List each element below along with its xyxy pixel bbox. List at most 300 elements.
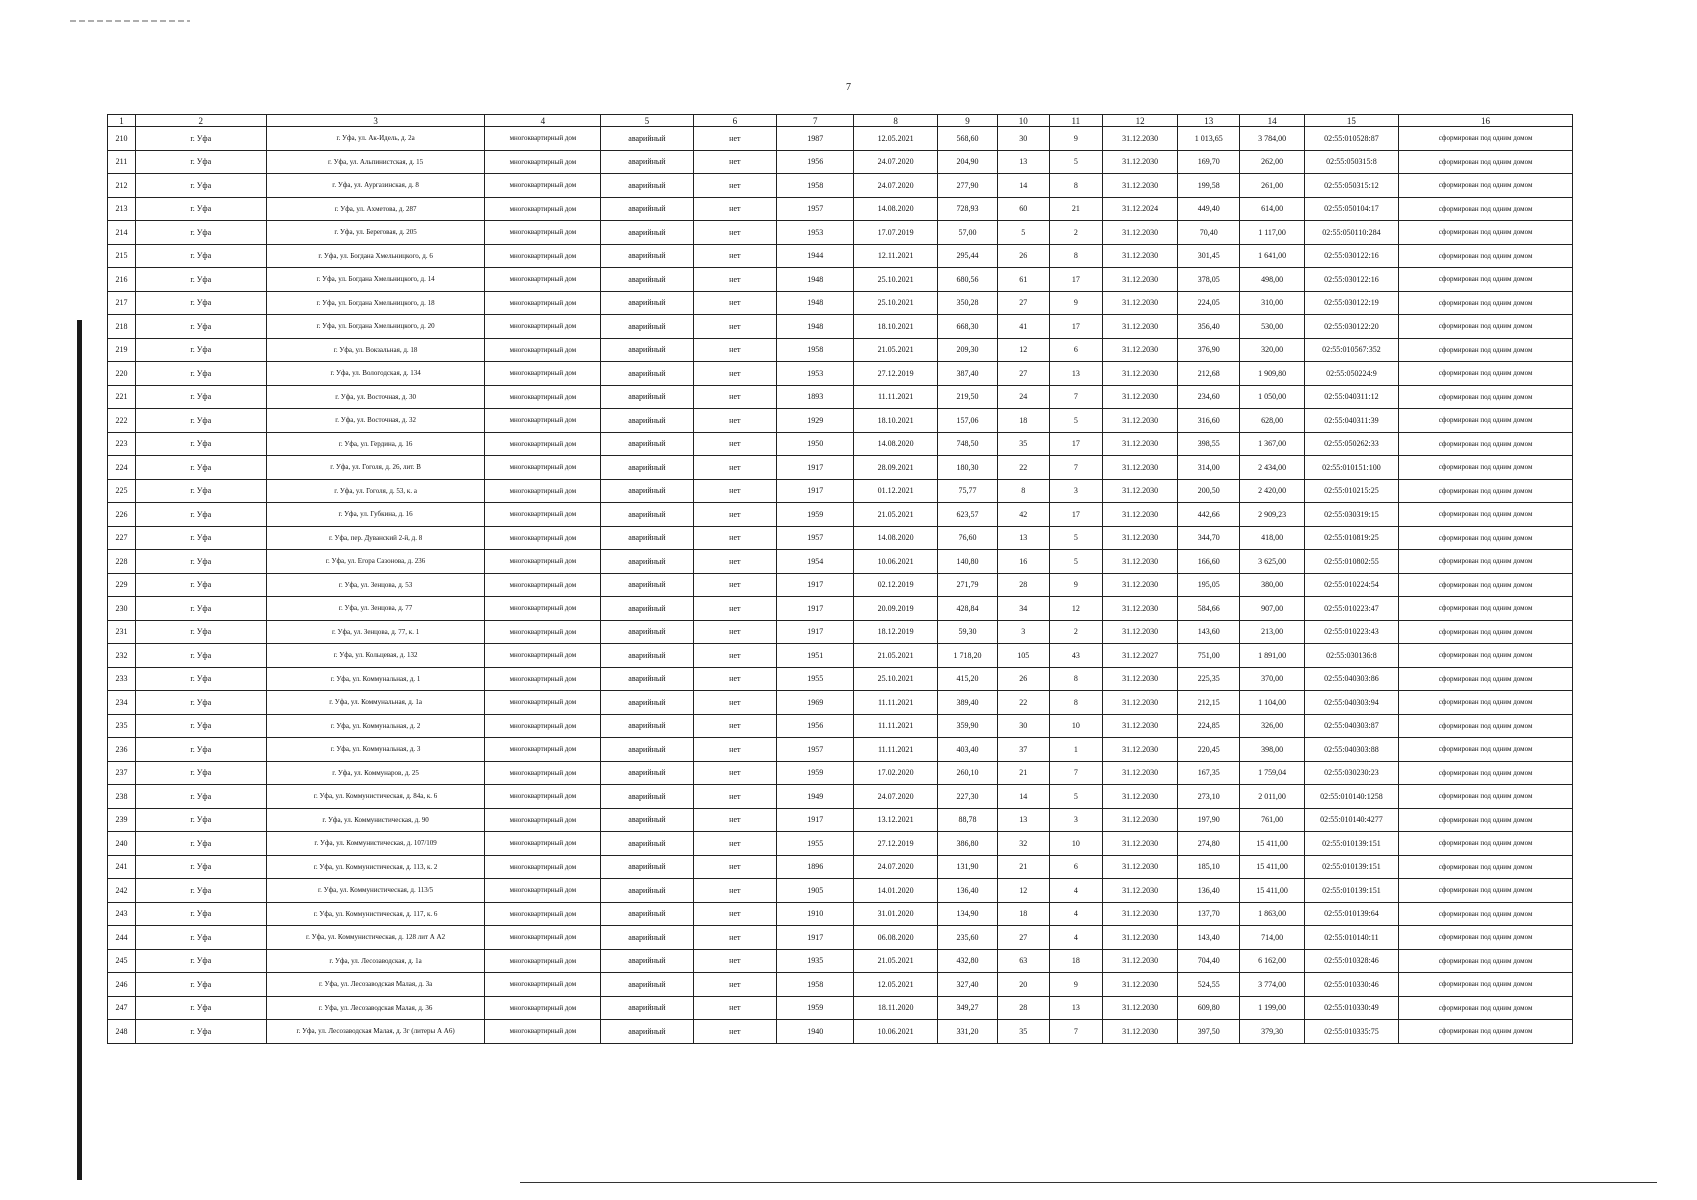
cell-row-number: 220 <box>108 362 136 386</box>
cell-area: 204,90 <box>938 150 998 174</box>
cell-row-number: 210 <box>108 127 136 151</box>
cell-apartments: 18 <box>1049 949 1103 973</box>
cell-condition: аварийный <box>601 197 693 221</box>
cell-date: 21.05.2021 <box>854 338 938 362</box>
cell-address: г. Уфа, ул. Губкина, д. 16 <box>266 503 485 527</box>
cell-build-year: 1917 <box>777 808 854 832</box>
cell-cadastral-number: 02:55:030122:16 <box>1304 244 1398 268</box>
cell-build-year: 1954 <box>777 550 854 574</box>
cell-date: 10.06.2021 <box>854 550 938 574</box>
cell-parcel-status: сформирован под одним домом <box>1399 973 1573 997</box>
cell-parcel-area: 1 641,00 <box>1240 244 1304 268</box>
column-header: 15 <box>1304 115 1398 127</box>
cell-condition: аварийный <box>601 620 693 644</box>
cell-parcel-area: 320,00 <box>1240 338 1304 362</box>
cell-apartments: 1 <box>1049 738 1103 762</box>
cell-building-type: многоквартирный дом <box>485 973 601 997</box>
cell-residents: 12 <box>998 338 1049 362</box>
table-row <box>108 644 1573 668</box>
cell-city: г. Уфа <box>135 550 266 574</box>
column-header: 14 <box>1240 115 1304 127</box>
table-row <box>108 409 1573 433</box>
cell-build-year: 1957 <box>777 738 854 762</box>
cell-deadline: 31.12.2030 <box>1103 620 1178 644</box>
cell-building-type: многоквартирный дом <box>485 926 601 950</box>
cell-build-year: 1959 <box>777 761 854 785</box>
cell-restoration: нет <box>693 456 777 480</box>
cell-residents: 20 <box>998 973 1049 997</box>
cell-area: 668,30 <box>938 315 998 339</box>
cell-date: 14.08.2020 <box>854 197 938 221</box>
cell-deadline: 31.12.2030 <box>1103 456 1178 480</box>
cell-address: г. Уфа, ул. Гоголя, д. 53, к. а <box>266 479 485 503</box>
cell-apartments: 9 <box>1049 573 1103 597</box>
cell-cadastral-number: 02:55:010139:151 <box>1304 832 1398 856</box>
cell-cadastral-number: 02:55:040303:94 <box>1304 691 1398 715</box>
cell-parcel-area: 628,00 <box>1240 409 1304 433</box>
cell-land-area: 70,40 <box>1178 221 1240 245</box>
cell-row-number: 219 <box>108 338 136 362</box>
cell-restoration: нет <box>693 432 777 456</box>
cell-building-type: многоквартирный дом <box>485 127 601 151</box>
cell-date: 14.08.2020 <box>854 526 938 550</box>
cell-area: 350,28 <box>938 291 998 315</box>
cell-residents: 18 <box>998 409 1049 433</box>
cell-condition: аварийный <box>601 456 693 480</box>
cell-condition: аварийный <box>601 855 693 879</box>
cell-condition: аварийный <box>601 503 693 527</box>
cell-land-area: 185,10 <box>1178 855 1240 879</box>
cell-build-year: 1905 <box>777 879 854 903</box>
cell-area: 331,20 <box>938 1020 998 1044</box>
cell-land-area: 704,40 <box>1178 949 1240 973</box>
cell-land-area: 301,45 <box>1178 244 1240 268</box>
cell-row-number: 226 <box>108 503 136 527</box>
cell-cadastral-number: 02:55:010335:75 <box>1304 1020 1398 1044</box>
column-header: 5 <box>601 115 693 127</box>
cell-row-number: 214 <box>108 221 136 245</box>
cell-land-area: 220,45 <box>1178 738 1240 762</box>
cell-apartments: 5 <box>1049 550 1103 574</box>
cell-address: г. Уфа, ул. Восточная, д. 30 <box>266 385 485 409</box>
cell-row-number: 224 <box>108 456 136 480</box>
cell-date: 13.12.2021 <box>854 808 938 832</box>
cell-building-type: многоквартирный дом <box>485 362 601 386</box>
cell-restoration: нет <box>693 926 777 950</box>
cell-address: г. Уфа, ул. Коммунальная, д. 2 <box>266 714 485 738</box>
cell-restoration: нет <box>693 691 777 715</box>
cell-area: 386,80 <box>938 832 998 856</box>
cell-restoration: нет <box>693 197 777 221</box>
cell-build-year: 1896 <box>777 855 854 879</box>
cell-residents: 63 <box>998 949 1049 973</box>
cell-building-type: многоквартирный дом <box>485 150 601 174</box>
cell-city: г. Уфа <box>135 691 266 715</box>
cell-date: 12.11.2021 <box>854 244 938 268</box>
cell-row-number: 211 <box>108 150 136 174</box>
cell-area: 349,27 <box>938 996 998 1020</box>
cell-row-number: 230 <box>108 597 136 621</box>
cell-city: г. Уфа <box>135 385 266 409</box>
table-row <box>108 221 1573 245</box>
cell-city: г. Уфа <box>135 785 266 809</box>
cell-residents: 22 <box>998 691 1049 715</box>
cell-city: г. Уфа <box>135 879 266 903</box>
cell-residents: 22 <box>998 456 1049 480</box>
cell-cadastral-number: 02:55:010139:64 <box>1304 902 1398 926</box>
cell-restoration: нет <box>693 597 777 621</box>
cell-parcel-status: сформирован под одним домом <box>1399 597 1573 621</box>
cell-area: 680,56 <box>938 268 998 292</box>
cell-deadline: 31.12.2030 <box>1103 597 1178 621</box>
cell-cadastral-number: 02:55:050104:17 <box>1304 197 1398 221</box>
column-header: 10 <box>998 115 1049 127</box>
cell-deadline: 31.12.2024 <box>1103 197 1178 221</box>
cell-apartments: 7 <box>1049 456 1103 480</box>
cell-address: г. Уфа, ул. Гоголя, д. 26, лит. В <box>266 456 485 480</box>
cell-row-number: 238 <box>108 785 136 809</box>
cell-row-number: 212 <box>108 174 136 198</box>
cell-building-type: многоквартирный дом <box>485 949 601 973</box>
cell-residents: 28 <box>998 573 1049 597</box>
cell-address: г. Уфа, ул. Береговая, д. 205 <box>266 221 485 245</box>
cell-restoration: нет <box>693 738 777 762</box>
cell-apartments: 4 <box>1049 926 1103 950</box>
cell-apartments: 7 <box>1049 385 1103 409</box>
cell-city: г. Уфа <box>135 291 266 315</box>
cell-parcel-area: 1 863,00 <box>1240 902 1304 926</box>
cell-area: 209,30 <box>938 338 998 362</box>
cell-build-year: 1944 <box>777 244 854 268</box>
cell-condition: аварийный <box>601 785 693 809</box>
cell-parcel-area: 3 774,00 <box>1240 973 1304 997</box>
cell-deadline: 31.12.2030 <box>1103 808 1178 832</box>
cell-city: г. Уфа <box>135 174 266 198</box>
cell-date: 20.09.2019 <box>854 597 938 621</box>
cell-condition: аварийный <box>601 832 693 856</box>
cell-condition: аварийный <box>601 738 693 762</box>
cell-area: 327,40 <box>938 973 998 997</box>
cell-restoration: нет <box>693 855 777 879</box>
table-row <box>108 456 1573 480</box>
cell-area: 568,60 <box>938 127 998 151</box>
cell-deadline: 31.12.2030 <box>1103 268 1178 292</box>
cell-deadline: 31.12.2030 <box>1103 973 1178 997</box>
cell-address: г. Уфа, ул. Коммунистическая, д. 107/109 <box>266 832 485 856</box>
cell-parcel-area: 1 050,00 <box>1240 385 1304 409</box>
table-row <box>108 714 1573 738</box>
cell-building-type: многоквартирный дом <box>485 879 601 903</box>
cell-land-area: 212,15 <box>1178 691 1240 715</box>
cell-parcel-status: сформирован под одним домом <box>1399 855 1573 879</box>
cell-land-area: 166,60 <box>1178 550 1240 574</box>
cell-land-area: 143,40 <box>1178 926 1240 950</box>
column-header: 12 <box>1103 115 1178 127</box>
cell-land-area: 224,05 <box>1178 291 1240 315</box>
cell-condition: аварийный <box>601 996 693 1020</box>
table-row <box>108 832 1573 856</box>
cell-building-type: многоквартирный дом <box>485 338 601 362</box>
cell-date: 18.12.2019 <box>854 620 938 644</box>
cell-cadastral-number: 02:55:010330:49 <box>1304 996 1398 1020</box>
cell-apartments: 10 <box>1049 714 1103 738</box>
cell-condition: аварийный <box>601 644 693 668</box>
cell-build-year: 1917 <box>777 573 854 597</box>
cell-restoration: нет <box>693 879 777 903</box>
cell-city: г. Уфа <box>135 197 266 221</box>
table-row <box>108 1020 1573 1044</box>
cell-building-type: многоквартирный дом <box>485 174 601 198</box>
cell-address: г. Уфа, ул. Лесозаводская Малая, д. 36 <box>266 996 485 1020</box>
cell-build-year: 1948 <box>777 291 854 315</box>
cell-deadline: 31.12.2030 <box>1103 479 1178 503</box>
cell-parcel-area: 398,00 <box>1240 738 1304 762</box>
cell-address: г. Уфа, ул. Альпинистская, д. 15 <box>266 150 485 174</box>
cell-restoration: нет <box>693 550 777 574</box>
cell-deadline: 31.12.2030 <box>1103 738 1178 762</box>
cell-build-year: 1957 <box>777 526 854 550</box>
cell-restoration: нет <box>693 761 777 785</box>
cell-build-year: 1929 <box>777 409 854 433</box>
cell-area: 277,90 <box>938 174 998 198</box>
cell-cadastral-number: 02:55:010139:151 <box>1304 855 1398 879</box>
cell-residents: 16 <box>998 550 1049 574</box>
cell-apartments: 3 <box>1049 808 1103 832</box>
column-header: 8 <box>854 115 938 127</box>
cell-date: 24.07.2020 <box>854 785 938 809</box>
cell-address: г. Уфа, ул. Лесозаводская Малая, д. 3г (литеры А А6) <box>266 1020 485 1044</box>
cell-row-number: 218 <box>108 315 136 339</box>
cell-residents: 13 <box>998 808 1049 832</box>
cell-date: 17.02.2020 <box>854 761 938 785</box>
cell-date: 11.11.2021 <box>854 691 938 715</box>
cell-address: г. Уфа, ул. Гердина, д. 16 <box>266 432 485 456</box>
table-row <box>108 785 1573 809</box>
cell-residents: 26 <box>998 667 1049 691</box>
cell-parcel-area: 907,00 <box>1240 597 1304 621</box>
cell-restoration: нет <box>693 150 777 174</box>
cell-cadastral-number: 02:55:050315:12 <box>1304 174 1398 198</box>
cell-area: 136,40 <box>938 879 998 903</box>
table-row <box>108 503 1573 527</box>
cell-residents: 21 <box>998 761 1049 785</box>
cell-address: г. Уфа, ул. Коммунальная, д. 1а <box>266 691 485 715</box>
cell-restoration: нет <box>693 526 777 550</box>
cell-row-number: 246 <box>108 973 136 997</box>
cell-restoration: нет <box>693 1020 777 1044</box>
cell-condition: аварийный <box>601 667 693 691</box>
cell-land-area: 609,80 <box>1178 996 1240 1020</box>
cell-apartments: 17 <box>1049 432 1103 456</box>
table-row <box>108 550 1573 574</box>
cell-date: 18.11.2020 <box>854 996 938 1020</box>
cell-cadastral-number: 02:55:010819:25 <box>1304 526 1398 550</box>
column-header: 13 <box>1178 115 1240 127</box>
cell-land-area: 195,05 <box>1178 573 1240 597</box>
cell-deadline: 31.12.2030 <box>1103 244 1178 268</box>
cell-parcel-area: 1 909,80 <box>1240 362 1304 386</box>
cell-deadline: 31.12.2027 <box>1103 644 1178 668</box>
cell-residents: 18 <box>998 902 1049 926</box>
cell-condition: аварийный <box>601 385 693 409</box>
cell-date: 06.08.2020 <box>854 926 938 950</box>
cell-area: 180,30 <box>938 456 998 480</box>
cell-restoration: нет <box>693 832 777 856</box>
cell-cadastral-number: 02:55:030230:23 <box>1304 761 1398 785</box>
cell-address: г. Уфа, ул. Лесозаводская, д. 1а <box>266 949 485 973</box>
cell-building-type: многоквартирный дом <box>485 244 601 268</box>
cell-area: 728,93 <box>938 197 998 221</box>
cell-condition: аварийный <box>601 1020 693 1044</box>
cell-area: 59,30 <box>938 620 998 644</box>
cell-land-area: 1 013,65 <box>1178 127 1240 151</box>
cell-parcel-area: 15 411,00 <box>1240 832 1304 856</box>
cell-parcel-status: сформирован под одним домом <box>1399 1020 1573 1044</box>
cell-city: г. Уфа <box>135 808 266 832</box>
cell-building-type: многоквартирный дом <box>485 291 601 315</box>
column-header: 1 <box>108 115 136 127</box>
cell-condition: аварийный <box>601 526 693 550</box>
cell-cadastral-number: 02:55:040303:87 <box>1304 714 1398 738</box>
cell-area: 359,90 <box>938 714 998 738</box>
cell-address: г. Уфа, ул. Аургазинская, д. 8 <box>266 174 485 198</box>
cell-area: 403,40 <box>938 738 998 762</box>
cell-deadline: 31.12.2030 <box>1103 573 1178 597</box>
cell-restoration: нет <box>693 996 777 1020</box>
cell-parcel-area: 326,00 <box>1240 714 1304 738</box>
cell-residents: 27 <box>998 291 1049 315</box>
cell-build-year: 1959 <box>777 996 854 1020</box>
cell-restoration: нет <box>693 808 777 832</box>
cell-residents: 41 <box>998 315 1049 339</box>
cell-condition: аварийный <box>601 902 693 926</box>
cell-build-year: 1935 <box>777 949 854 973</box>
cell-restoration: нет <box>693 620 777 644</box>
cell-build-year: 1958 <box>777 338 854 362</box>
cell-area: 1 718,20 <box>938 644 998 668</box>
cell-apartments: 5 <box>1049 150 1103 174</box>
housing-table <box>107 114 1573 1044</box>
cell-parcel-status: сформирован под одним домом <box>1399 174 1573 198</box>
cell-parcel-status: сформирован под одним домом <box>1399 808 1573 832</box>
cell-parcel-area: 1 891,00 <box>1240 644 1304 668</box>
column-header: 7 <box>777 115 854 127</box>
cell-condition: аварийный <box>601 127 693 151</box>
cell-deadline: 31.12.2030 <box>1103 855 1178 879</box>
cell-building-type: многоквартирный дом <box>485 526 601 550</box>
cell-apartments: 43 <box>1049 644 1103 668</box>
cell-building-type: многоквартирный дом <box>485 597 601 621</box>
cell-date: 11.11.2021 <box>854 385 938 409</box>
cell-land-area: 167,35 <box>1178 761 1240 785</box>
cell-residents: 61 <box>998 268 1049 292</box>
table-row <box>108 291 1573 315</box>
cell-build-year: 1949 <box>777 785 854 809</box>
cell-parcel-status: сформирован под одним домом <box>1399 667 1573 691</box>
cell-address: г. Уфа, ул. Коммунистическая, д. 117, к. 6 <box>266 902 485 926</box>
table-row <box>108 620 1573 644</box>
cell-city: г. Уфа <box>135 268 266 292</box>
cell-row-number: 244 <box>108 926 136 950</box>
cell-parcel-area: 2 909,23 <box>1240 503 1304 527</box>
cell-residents: 35 <box>998 432 1049 456</box>
table-header-row <box>108 115 1573 127</box>
column-header: 3 <box>266 115 485 127</box>
column-header: 6 <box>693 115 777 127</box>
cell-city: г. Уфа <box>135 644 266 668</box>
cell-apartments: 7 <box>1049 1020 1103 1044</box>
cell-apartments: 9 <box>1049 291 1103 315</box>
cell-row-number: 233 <box>108 667 136 691</box>
cell-deadline: 31.12.2030 <box>1103 150 1178 174</box>
cell-address: г. Уфа, ул. Коммунальная, д. 3 <box>266 738 485 762</box>
page-number: 7 <box>846 82 851 93</box>
table-row <box>108 879 1573 903</box>
cell-cadastral-number: 02:55:040311:12 <box>1304 385 1398 409</box>
cell-city: г. Уфа <box>135 855 266 879</box>
column-header: 16 <box>1399 115 1573 127</box>
cell-city: г. Уфа <box>135 244 266 268</box>
cell-restoration: нет <box>693 174 777 198</box>
cell-city: г. Уфа <box>135 526 266 550</box>
cell-date: 25.10.2021 <box>854 291 938 315</box>
cell-parcel-status: сформирован под одним домом <box>1399 832 1573 856</box>
cell-row-number: 235 <box>108 714 136 738</box>
cell-building-type: многоквартирный дом <box>485 902 601 926</box>
cell-parcel-area: 213,00 <box>1240 620 1304 644</box>
cell-deadline: 31.12.2030 <box>1103 409 1178 433</box>
cell-residents: 27 <box>998 926 1049 950</box>
cell-deadline: 31.12.2030 <box>1103 714 1178 738</box>
cell-area: 76,60 <box>938 526 998 550</box>
cell-area: 140,80 <box>938 550 998 574</box>
cell-land-area: 344,70 <box>1178 526 1240 550</box>
cell-build-year: 1917 <box>777 620 854 644</box>
cell-address: г. Уфа, ул. Богдана Хмельницкого, д. 14 <box>266 268 485 292</box>
cell-address: г. Уфа, ул. Богдана Хмельницкого, д. 20 <box>266 315 485 339</box>
cell-date: 14.08.2020 <box>854 432 938 456</box>
cell-restoration: нет <box>693 785 777 809</box>
cell-land-area: 397,50 <box>1178 1020 1240 1044</box>
cell-condition: аварийный <box>601 691 693 715</box>
cell-apartments: 9 <box>1049 127 1103 151</box>
cell-address: г. Уфа, ул. Ахметова, д. 287 <box>266 197 485 221</box>
cell-date: 11.11.2021 <box>854 714 938 738</box>
cell-date: 18.10.2021 <box>854 315 938 339</box>
cell-restoration: нет <box>693 644 777 668</box>
cell-parcel-status: сформирован под одним домом <box>1399 385 1573 409</box>
cell-build-year: 1940 <box>777 1020 854 1044</box>
cell-parcel-status: сформирован под одним домом <box>1399 432 1573 456</box>
cell-parcel-area: 614,00 <box>1240 197 1304 221</box>
cell-cadastral-number: 02:55:050315:8 <box>1304 150 1398 174</box>
table-row <box>108 197 1573 221</box>
cell-residents: 24 <box>998 385 1049 409</box>
table-row <box>108 667 1573 691</box>
cell-city: г. Уфа <box>135 456 266 480</box>
cell-apartments: 12 <box>1049 597 1103 621</box>
cell-land-area: 137,70 <box>1178 902 1240 926</box>
bottom-rule <box>520 1182 1657 1183</box>
cell-date: 28.09.2021 <box>854 456 938 480</box>
cell-parcel-status: сформирован под одним домом <box>1399 268 1573 292</box>
cell-land-area: 200,50 <box>1178 479 1240 503</box>
cell-cadastral-number: 02:55:010215:25 <box>1304 479 1398 503</box>
cell-condition: аварийный <box>601 808 693 832</box>
cell-condition: аварийный <box>601 597 693 621</box>
cell-address: г. Уфа, ул. Егора Сазонова, д. 236 <box>266 550 485 574</box>
cell-parcel-area: 2 011,00 <box>1240 785 1304 809</box>
